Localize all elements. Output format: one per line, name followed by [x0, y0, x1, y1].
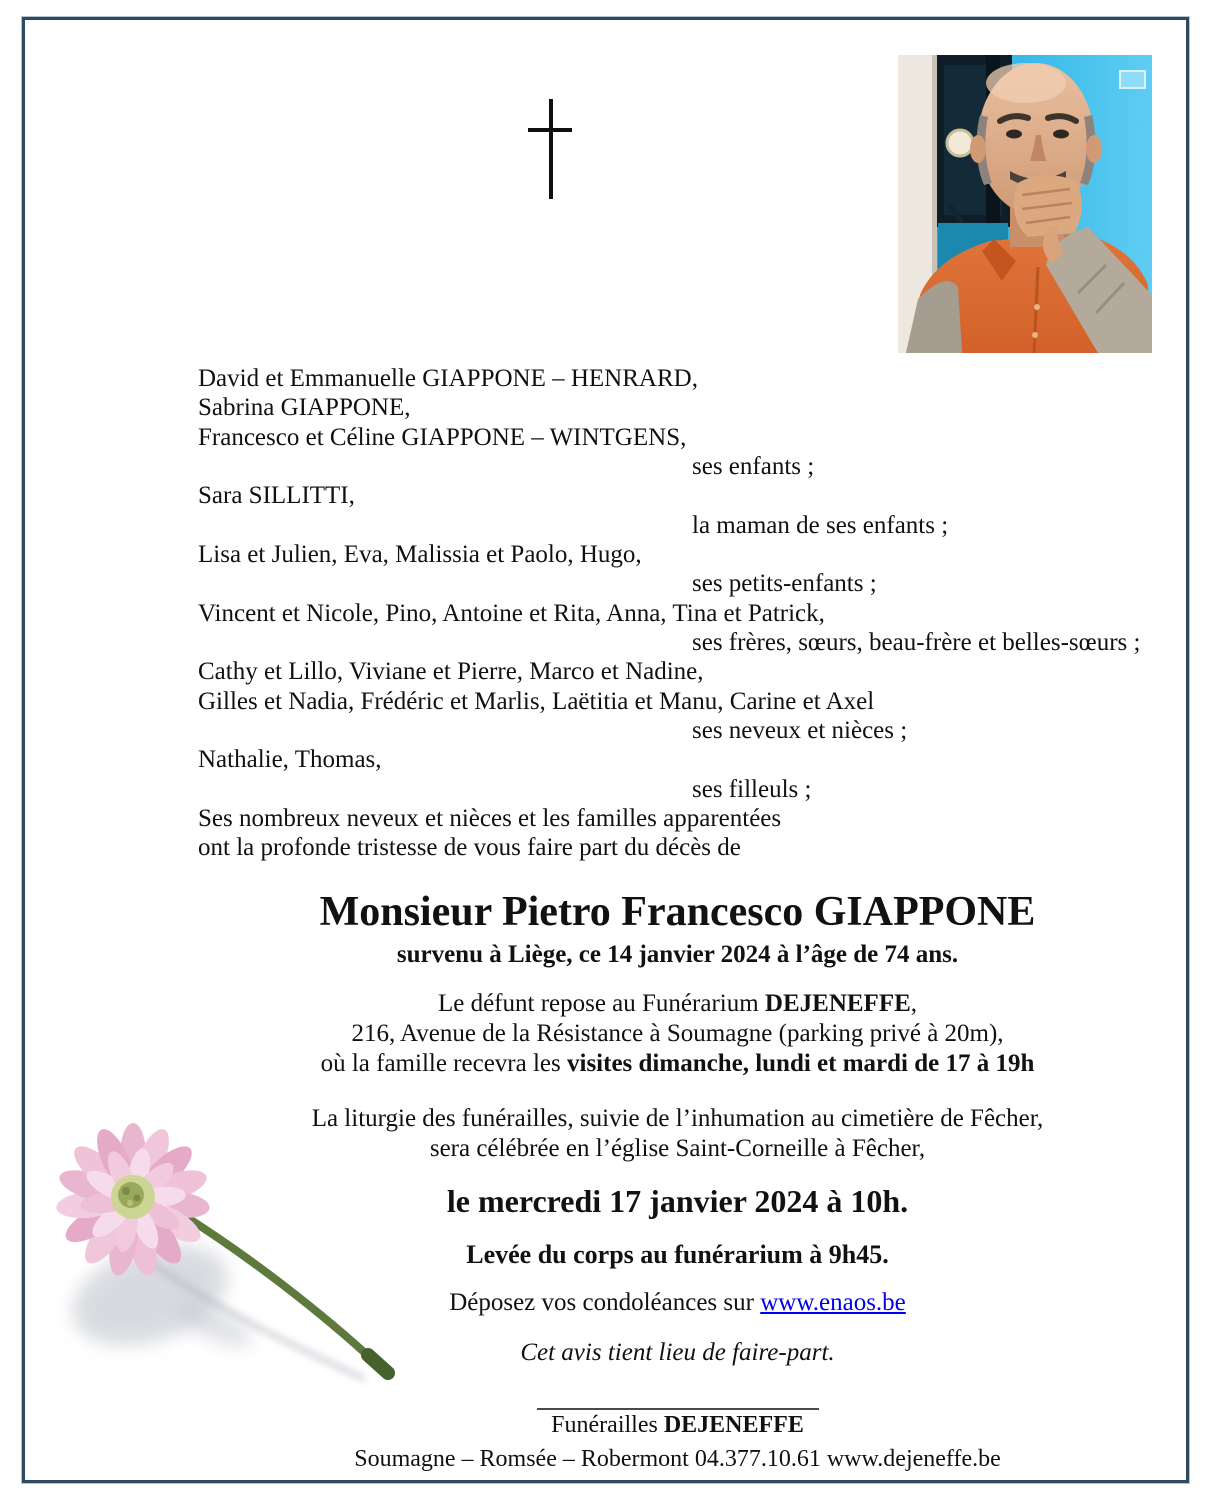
relation-line: ses filleuls ; [692, 775, 812, 803]
liturgy-line-2: sera célébrée en l’église Saint-Corneille à Fêcher, [429, 1135, 926, 1162]
wake-line-3: où la famille recevra les visites dimanche, lundi et mardi de 17 à 19h [320, 1050, 1035, 1077]
death-date-subtitle: survenu à Liège, ce 14 janvier 2024 à l’âge de 74 ans. [396, 941, 959, 968]
latin-cross-icon [528, 99, 572, 199]
flower-image [30, 1095, 420, 1405]
funeral-home-name: Funérailles DEJENEFFE [551, 1412, 804, 1438]
wake-line-1: Le défunt repose au Funérarium DEJENEFFE, [437, 990, 918, 1017]
wake-line-2: 216, Avenue de la Résistance à Soumagne (parking privé à 20m), [351, 1020, 1004, 1047]
family-line: Cathy et Lillo, Viviane et Pierre, Marco et Nadine, [198, 658, 704, 686]
family-line: Sara SILLITTI, [198, 482, 355, 510]
family-line: David et Emmanuelle GIAPPONE – HENRARD, [198, 365, 698, 392]
wake-info [140, 989, 1214, 1079]
family-line: ont la profonde tristesse de vous faire part du décès de [198, 834, 741, 862]
relation-line: la maman de ses enfants ; [692, 511, 949, 539]
family-line: Francesco et Céline GIAPPONE – WINTGENS, [198, 423, 687, 451]
family-line: Ses nombreux neveux et nièces et les familles apparentées [198, 804, 782, 832]
family-line: Lisa et Julien, Eva, Malissia et Paolo, Hugo, [198, 540, 642, 568]
portrait-photo [898, 55, 1152, 353]
family-announcement-list [0, 364, 1214, 863]
family-line: Vincent et Nicole, Pino, Antoine et Rita, Anna, Tina et Patrick, [198, 599, 825, 627]
relation-line: ses petits-enfants ; [692, 570, 877, 598]
family-line: Sabrina GIAPPONE, [198, 394, 411, 422]
relation-line: ses neveux et nièces ; [692, 716, 908, 744]
footer-divider [537, 1408, 819, 1410]
condolences-prefix: Déposez vos condoléances sur [449, 1289, 761, 1316]
levee-line: Levée du corps au funérarium à 9h45. [466, 1240, 889, 1269]
liturgy-line-1: La liturgie des funérailles, suivie de l’inhumation au cimetière de Fêcher, [311, 1105, 1044, 1132]
deceased-name-title: Monsieur Pietro Francesco GIAPPONE [319, 889, 1036, 935]
relation-line: ses frères, sœurs, beau-frère et belles-sœurs ; [692, 628, 1141, 656]
funeral-home-contact: Soumagne – Romsée – Robermont 04.377.10.61 www.dejeneffe.be [354, 1446, 1001, 1472]
relation-line: ses enfants ; [692, 452, 815, 480]
family-line: Nathalie, Thomas, [198, 746, 382, 774]
enaos-link[interactable]: www.enaos.be [760, 1289, 906, 1316]
funeral-date-line: le mercredi 17 janvier 2024 à 10h. [446, 1183, 909, 1219]
family-line: Gilles et Nadia, Frédéric et Marlis, Laëtitia et Manu, Carine et Axel [198, 687, 875, 715]
faire-part-notice: Cet avis tient lieu de faire-part. [520, 1339, 835, 1366]
